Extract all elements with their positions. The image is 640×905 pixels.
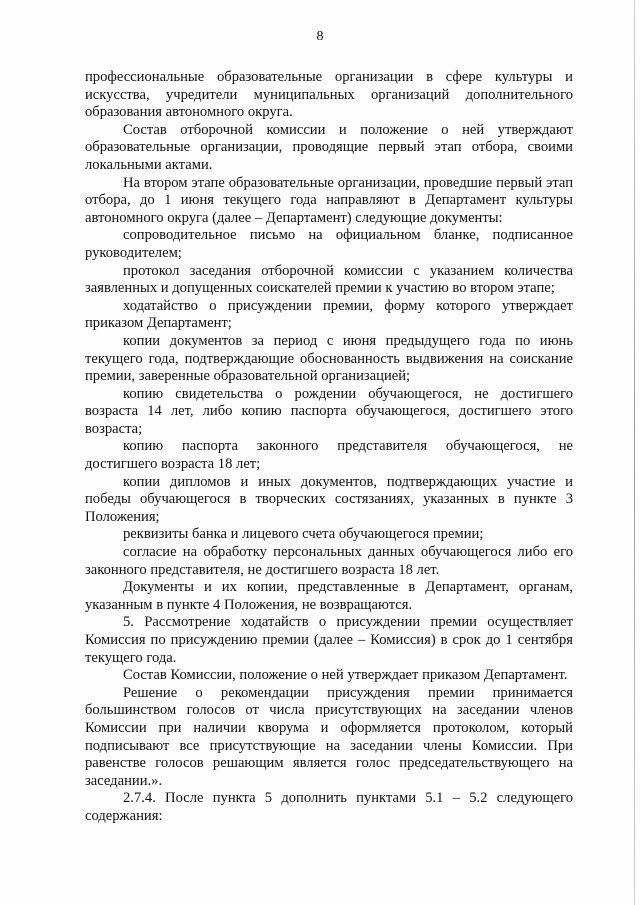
paragraph: профессиональные образовательные организации в сфере культуры и искусства, учредители муниципальных организаций дополнительного образования автономного округа. <box>85 69 573 121</box>
paragraph: Состав отборочной комиссии и положение о ней утверждают образовательные организации, проводящие первый этап отбора, своими локальными актами. <box>85 121 573 173</box>
paragraph: Состав Комиссии, положение о ней утверждает приказом Департамент. <box>123 667 568 684</box>
paragraph: 5. Рассмотрение ходатайств о присуждении премии осуществляет Комиссия по присуждению премии (далее – Комиссия) в срок до 1 сентября текущего года. <box>85 614 573 666</box>
paragraph: копии документов за период с июня предыдущего года по июнь текущего года, подтверждающие обоснованность выдвижения на соискание премии, заверенные образовательной организацией; <box>85 332 573 385</box>
paragraph: копию паспорта законного представителя обучающегося, не достигшего возраста 18 лет; <box>85 438 573 473</box>
paragraph: Решение о рекомендации присуждения премии принимается большинством голосов от числа присутствующих на заседании членов Комиссии при наличии кворума и оформляется протоколом, который подписывают все присутствующие на заседании члены Комиссии. При равенстве голосов решающим является голос председательствующего на заседании.». <box>85 684 573 789</box>
paragraph: согласие на обработку персональных данных обучающегося либо его законного представителя, не достигшего возраста 18 лет. <box>85 544 573 578</box>
paragraph: сопроводительное письмо на официальном бланке, подписанное руководителем; <box>85 227 573 261</box>
paragraph: Документы и их копии, представленные в Департамент, органам, указанным в пункте 4 Положения, не возвращаются. <box>85 579 573 613</box>
page-edge <box>634 0 635 905</box>
paragraph: протокол заседания отборочной комиссии с указанием количества заявленных и допущенных соискателей премии к участию во втором этапе; <box>85 262 573 297</box>
paragraph: реквизиты банка и лицевого счета обучающегося премии; <box>123 526 484 543</box>
paragraph: На втором этапе образовательные организации, проведшие первый этап отбора, до 1 июня текущего года направляют в Департамент культуры автономного округа (далее – Департамент) следующие документы: <box>85 174 573 226</box>
paragraph: копии дипломов и иных документов, подтверждающих участие и победы обучающегося в творческих состязаниях, указанных в пункте 3 Положения; <box>85 473 573 525</box>
document-body <box>85 69 573 826</box>
paragraph: 2.7.4. После пункта 5 дополнить пунктами 5.1 – 5.2 следующего содержания: <box>85 790 573 824</box>
paragraph: ходатайство о присуждении премии, форму которого утверждает приказом Департамент; <box>85 297 573 332</box>
page-number: 8 <box>316 29 324 44</box>
paragraph: копию свидетельства о рождении обучающегося, не достигшего возраста 14 лет, либо копию паспорта обучающегося, достигшего этого возраста; <box>85 385 573 437</box>
